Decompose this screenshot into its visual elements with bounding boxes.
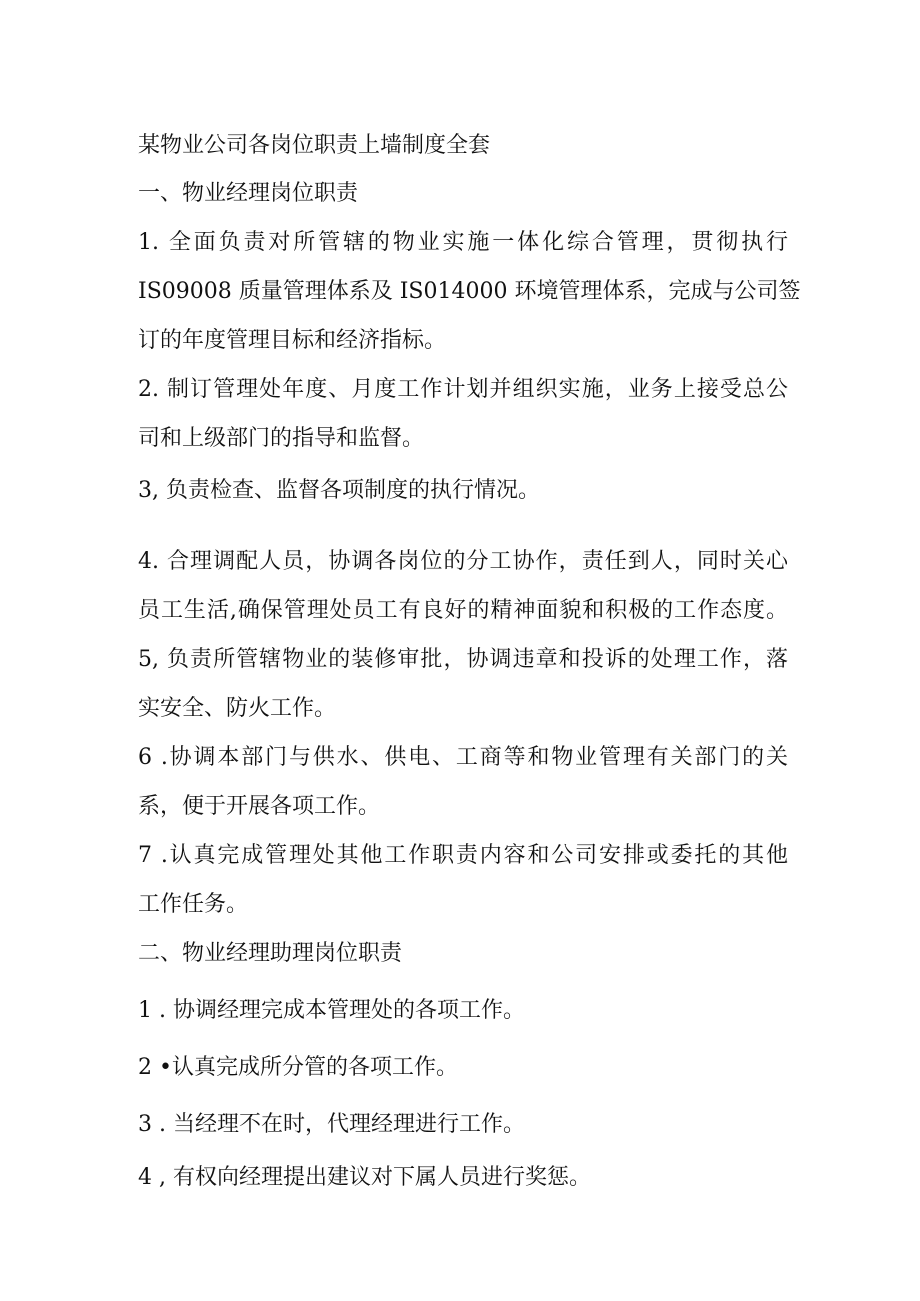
paragraph-line: 工作任务。: [138, 892, 249, 917]
paragraph-line: 员工生活,确保管理处员工有良好的精神面貌和积极的工作态度。: [138, 598, 788, 623]
paragraph-line: 4 , 有权向经理提出建议对下属人员进行奖惩。: [138, 1165, 591, 1190]
paragraph-line: 3, 负责检查、监督各项制度的执行情况。: [138, 478, 540, 503]
paragraph-line: 1 . 协调经理完成本管理处的各项工作。: [138, 998, 525, 1023]
paragraph-line: 系，便于开展各项工作。: [138, 794, 381, 819]
paragraph-line: 2. 制订管理处年度、月度工作计划并组织实施，业务上接受总公: [138, 377, 788, 402]
paragraph-line: 2 •认真完成所分管的各项工作。: [138, 1055, 458, 1080]
paragraph-line: 1. 全面负责对所管辖的物业实施一体化综合管理，贯彻执行: [138, 230, 788, 255]
paragraph-line: 3 . 当经理不在时，代理经理进行工作。: [138, 1112, 525, 1137]
paragraph-line: 4. 合理调配人员，协调各岗位的分工协作，责任到人，同时关心: [138, 549, 788, 574]
section-heading: 二、物业经理助理岗位职责: [138, 941, 403, 966]
paragraph-line: 6 .协调本部门与供水、供电、工商等和物业管理有关部门的关: [138, 745, 788, 770]
section-heading: 一、物业经理岗位职责: [138, 181, 359, 206]
paragraph-line: 司和上级部门的指导和监督。: [138, 426, 425, 451]
paragraph-line: IS09008 质量管理体系及 IS014000 环境管理体系，完成与公司签: [138, 279, 801, 304]
paragraph-line: 7 .认真完成管理处其他工作职责内容和公司安排或委托的其他: [138, 843, 788, 868]
paragraph-line: 实安全、防火工作。: [138, 696, 337, 721]
paragraph-line: 5, 负责所管辖物业的装修审批，协调违章和投诉的处理工作，落: [138, 647, 788, 672]
paragraph-line: 订的年度管理目标和经济指标。: [138, 328, 447, 353]
document-title: 某物业公司各岗位职责上墙制度全套: [138, 133, 491, 158]
